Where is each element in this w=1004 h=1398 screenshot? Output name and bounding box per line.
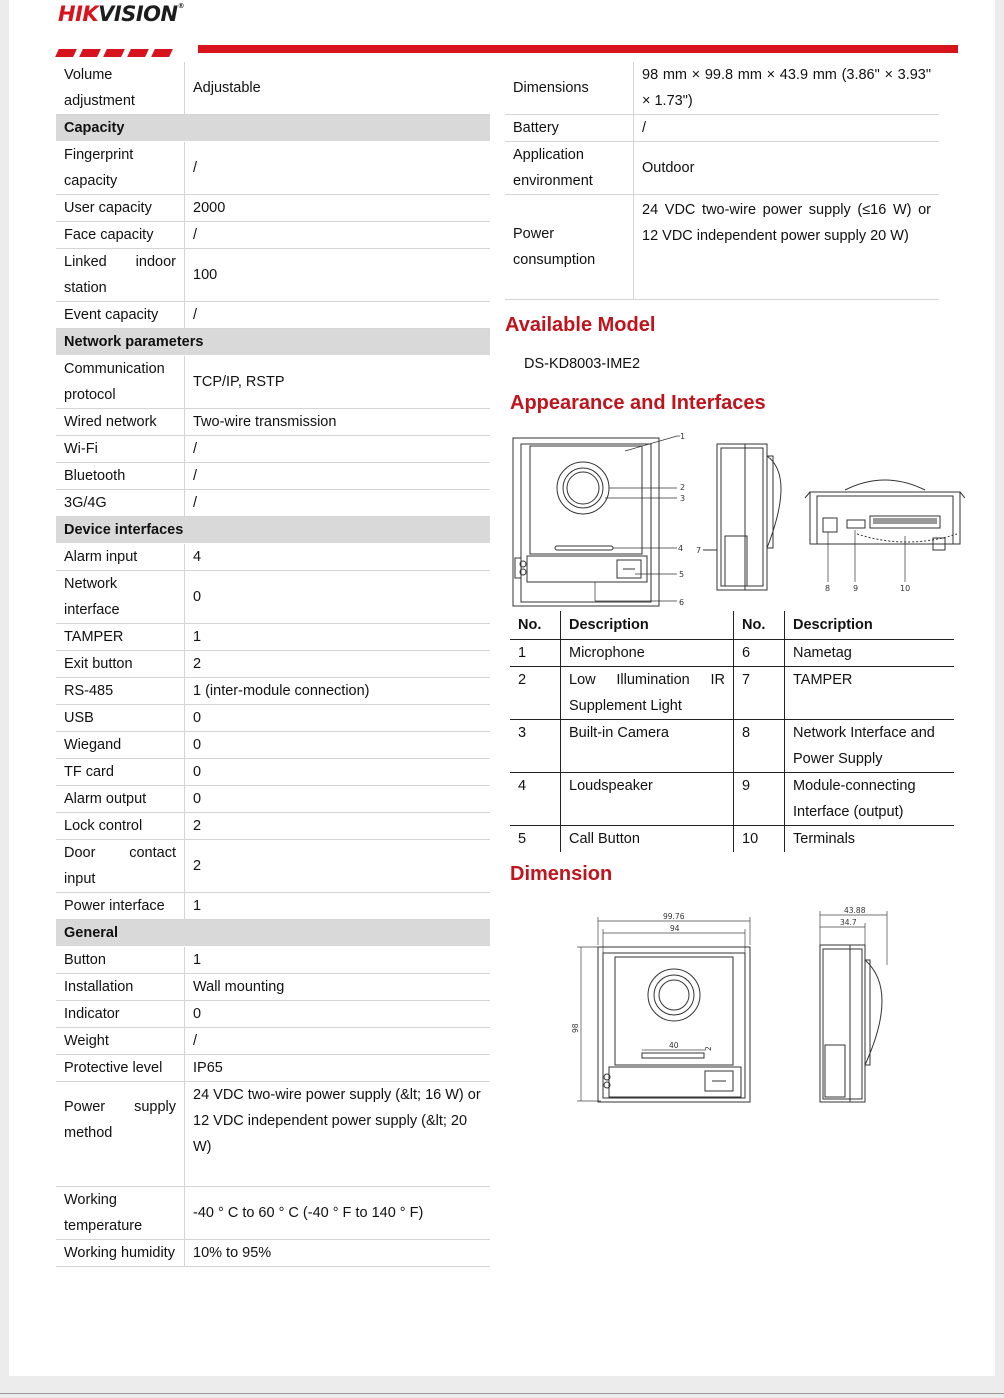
spec-label: Weight bbox=[56, 1028, 185, 1055]
appearance-heading: Appearance and Interfaces bbox=[510, 392, 766, 414]
dim-depth-outer: 43.88 bbox=[844, 906, 866, 915]
spec-label: Battery bbox=[505, 115, 634, 142]
spec-row bbox=[56, 1001, 490, 1028]
page-bottom-line bbox=[0, 1393, 1004, 1394]
spec-row bbox=[56, 893, 490, 920]
spec-label: Wi-Fi bbox=[56, 436, 185, 463]
header-red-bar bbox=[198, 45, 958, 53]
spec-label: Event capacity bbox=[56, 302, 185, 329]
spec-label: Linked indoor station bbox=[56, 249, 185, 302]
hikvision-logo: HIKVISION® bbox=[58, 2, 185, 26]
spec-row bbox=[56, 571, 490, 624]
dimension-heading: Dimension bbox=[510, 863, 613, 885]
callout-2: 2 bbox=[680, 483, 686, 492]
interface-row bbox=[510, 640, 954, 667]
spec-value: / bbox=[185, 436, 491, 463]
spec-row bbox=[56, 409, 490, 436]
spec-value: 1 bbox=[185, 893, 491, 920]
callout-4: 4 bbox=[678, 544, 684, 553]
interface-number: 10 bbox=[734, 826, 785, 853]
interface-number: 2 bbox=[510, 667, 561, 720]
spec-row bbox=[505, 115, 939, 142]
interface-number: 3 bbox=[510, 720, 561, 773]
spec-value: 0 bbox=[185, 705, 491, 732]
spec-label: TAMPER bbox=[56, 624, 185, 651]
spec-row bbox=[56, 947, 490, 974]
interface-row bbox=[510, 773, 954, 826]
available-model-heading: Available Model bbox=[505, 314, 656, 336]
dim-width-outer: 99.76 bbox=[663, 912, 685, 921]
header-description-2: Description bbox=[785, 611, 955, 640]
spec-label: Power consumption bbox=[505, 195, 634, 300]
spec-value: 4 bbox=[185, 544, 491, 571]
spec-row bbox=[56, 356, 490, 409]
dim-nametag: 40 bbox=[669, 1041, 679, 1050]
interface-number: 4 bbox=[510, 773, 561, 826]
spec-value: 1 (inter-module connection) bbox=[185, 678, 491, 705]
spec-label: Exit button bbox=[56, 651, 185, 678]
interface-number: 1 bbox=[510, 640, 561, 667]
spec-row bbox=[56, 436, 490, 463]
spec-value: 0 bbox=[185, 732, 491, 759]
spec-label: Protective level bbox=[56, 1055, 185, 1082]
spec-label: Wiegand bbox=[56, 732, 185, 759]
callout-7: 7 bbox=[696, 546, 702, 555]
spec-value: 2000 bbox=[185, 195, 491, 222]
dim-height: 98 bbox=[571, 1023, 580, 1033]
spec-row bbox=[56, 786, 490, 813]
dim-width-inner: 94 bbox=[670, 924, 680, 933]
spec-value: Two-wire transmission bbox=[185, 409, 491, 436]
callout-5: 5 bbox=[679, 570, 685, 579]
section-heading: Network parameters bbox=[56, 329, 490, 356]
spec-row bbox=[56, 705, 490, 732]
spec-label: Network interface bbox=[56, 571, 185, 624]
spec-value: Adjustable bbox=[185, 62, 491, 115]
spec-row bbox=[56, 544, 490, 571]
spec-value: 24 VDC two-wire power supply (≤16 W) or 12 VDC independent power supply 20 W) bbox=[634, 195, 940, 300]
spec-label: TF card bbox=[56, 759, 185, 786]
interface-description: Built-in Camera bbox=[561, 720, 734, 773]
header-no-2: No. bbox=[734, 611, 785, 640]
section-heading: General bbox=[56, 920, 490, 947]
spec-value: 1 bbox=[185, 947, 491, 974]
spec-row bbox=[56, 624, 490, 651]
callout-6: 6 bbox=[679, 598, 685, 607]
header-stripes bbox=[57, 44, 177, 62]
spec-label: Installation bbox=[56, 974, 185, 1001]
spec-label: Alarm input bbox=[56, 544, 185, 571]
callout-8: 8 bbox=[825, 584, 831, 593]
spec-value: 24 VDC two-wire power supply (&lt; 16 W) or 12 VDC independent power supply (&lt; 20 W) bbox=[185, 1082, 491, 1187]
spec-label: USB bbox=[56, 705, 185, 732]
spec-row bbox=[56, 840, 490, 893]
spec-row bbox=[56, 142, 490, 195]
callout-9: 9 bbox=[853, 584, 859, 593]
spec-row bbox=[56, 222, 490, 249]
spec-label: Face capacity bbox=[56, 222, 185, 249]
spec-label: User capacity bbox=[56, 195, 185, 222]
interfaces-table bbox=[510, 611, 954, 852]
spec-row bbox=[56, 195, 490, 222]
spec-value: / bbox=[185, 142, 491, 195]
spec-label: Application environment bbox=[505, 142, 634, 195]
spec-value: 98 mm × 99.8 mm × 43.9 mm (3.86" × 3.93" × 1.73") bbox=[634, 62, 940, 115]
spec-label: Power supply method bbox=[56, 1082, 185, 1187]
spec-row bbox=[56, 974, 490, 1001]
spec-value: / bbox=[185, 302, 491, 329]
interface-description: Microphone bbox=[561, 640, 734, 667]
interface-number: 9 bbox=[734, 773, 785, 826]
interface-description: Low Illumination IR Supplement Light bbox=[561, 667, 734, 720]
spec-label: Wired network bbox=[56, 409, 185, 436]
interface-number: 6 bbox=[734, 640, 785, 667]
spec-value: 2 bbox=[185, 813, 491, 840]
spec-value: 10% to 95% bbox=[185, 1240, 491, 1267]
spec-value: / bbox=[185, 1028, 491, 1055]
spec-value: / bbox=[634, 115, 940, 142]
spec-label: Alarm output bbox=[56, 786, 185, 813]
spec-row bbox=[56, 732, 490, 759]
spec-label: Button bbox=[56, 947, 185, 974]
callout-3: 3 bbox=[680, 494, 686, 503]
spec-row bbox=[56, 1240, 490, 1267]
spec-value: 0 bbox=[185, 786, 491, 813]
appearance-diagram bbox=[505, 426, 965, 608]
section-heading: Capacity bbox=[56, 115, 490, 142]
callout-1: 1 bbox=[680, 432, 686, 441]
interface-number: 7 bbox=[734, 667, 785, 720]
spec-value: 1 bbox=[185, 624, 491, 651]
interface-row bbox=[510, 720, 954, 773]
dimension-diagram bbox=[565, 905, 905, 1110]
spec-value: Wall mounting bbox=[185, 974, 491, 1001]
spec-row bbox=[56, 1082, 490, 1187]
spec-row bbox=[56, 490, 490, 517]
header-description-1: Description bbox=[561, 611, 734, 640]
spec-label: Dimensions bbox=[505, 62, 634, 115]
spec-value: 100 bbox=[185, 249, 491, 302]
spec-value: 0 bbox=[185, 759, 491, 786]
spec-row bbox=[56, 1187, 490, 1240]
spec-value: / bbox=[185, 490, 491, 517]
spec-value: -40 ° C to 60 ° C (-40 ° F to 140 ° F) bbox=[185, 1187, 491, 1240]
spec-row bbox=[505, 195, 939, 300]
interface-row bbox=[510, 667, 954, 720]
spec-row bbox=[56, 759, 490, 786]
interface-description: Terminals bbox=[785, 826, 955, 853]
spec-value: 0 bbox=[185, 571, 491, 624]
spec-label: Working temperature bbox=[56, 1187, 185, 1240]
spec-row bbox=[56, 249, 490, 302]
spec-row bbox=[56, 302, 490, 329]
spec-label: Door contact input bbox=[56, 840, 185, 893]
spec-label: Communication protocol bbox=[56, 356, 185, 409]
spec-value: 2 bbox=[185, 840, 491, 893]
specification-table-left bbox=[56, 62, 490, 1267]
interface-description: Network Interface and Power Supply bbox=[785, 720, 955, 773]
spec-label: Indicator bbox=[56, 1001, 185, 1028]
interface-row bbox=[510, 826, 954, 853]
spec-row bbox=[505, 62, 939, 115]
spec-label: RS-485 bbox=[56, 678, 185, 705]
spec-row bbox=[56, 1028, 490, 1055]
spec-label: Bluetooth bbox=[56, 463, 185, 490]
spec-row bbox=[56, 463, 490, 490]
specification-table-right bbox=[505, 62, 939, 300]
interface-description: Loudspeaker bbox=[561, 773, 734, 826]
dim-gap: 2 bbox=[704, 1046, 713, 1051]
spec-label: Lock control bbox=[56, 813, 185, 840]
spec-value: 0 bbox=[185, 1001, 491, 1028]
dim-depth-inner: 34.7 bbox=[840, 918, 857, 927]
spec-row bbox=[56, 62, 490, 115]
interface-description: Call Button bbox=[561, 826, 734, 853]
spec-row bbox=[56, 678, 490, 705]
spec-row bbox=[56, 813, 490, 840]
interface-number: 8 bbox=[734, 720, 785, 773]
spec-row bbox=[56, 651, 490, 678]
spec-label: 3G/4G bbox=[56, 490, 185, 517]
spec-value: / bbox=[185, 222, 491, 249]
spec-value: IP65 bbox=[185, 1055, 491, 1082]
spec-label: Power interface bbox=[56, 893, 185, 920]
spec-label: Working humidity bbox=[56, 1240, 185, 1267]
model-name: DS-KD8003-IME2 bbox=[524, 356, 641, 372]
spec-row bbox=[505, 142, 939, 195]
spec-value: Outdoor bbox=[634, 142, 940, 195]
header-no-1: No. bbox=[510, 611, 561, 640]
spec-label: Volume adjustment bbox=[56, 62, 185, 115]
interface-description: Nametag bbox=[785, 640, 955, 667]
spec-label: Fingerprint capacity bbox=[56, 142, 185, 195]
spec-value: / bbox=[185, 463, 491, 490]
callout-10: 10 bbox=[900, 584, 911, 593]
spec-value: 2 bbox=[185, 651, 491, 678]
spec-value: TCP/IP, RSTP bbox=[185, 356, 491, 409]
interface-description: Module-connecting Interface (output) bbox=[785, 773, 955, 826]
interface-number: 5 bbox=[518, 831, 527, 847]
spec-row bbox=[56, 1055, 490, 1082]
section-heading: Device interfaces bbox=[56, 517, 490, 544]
interface-description: TAMPER bbox=[785, 667, 955, 720]
